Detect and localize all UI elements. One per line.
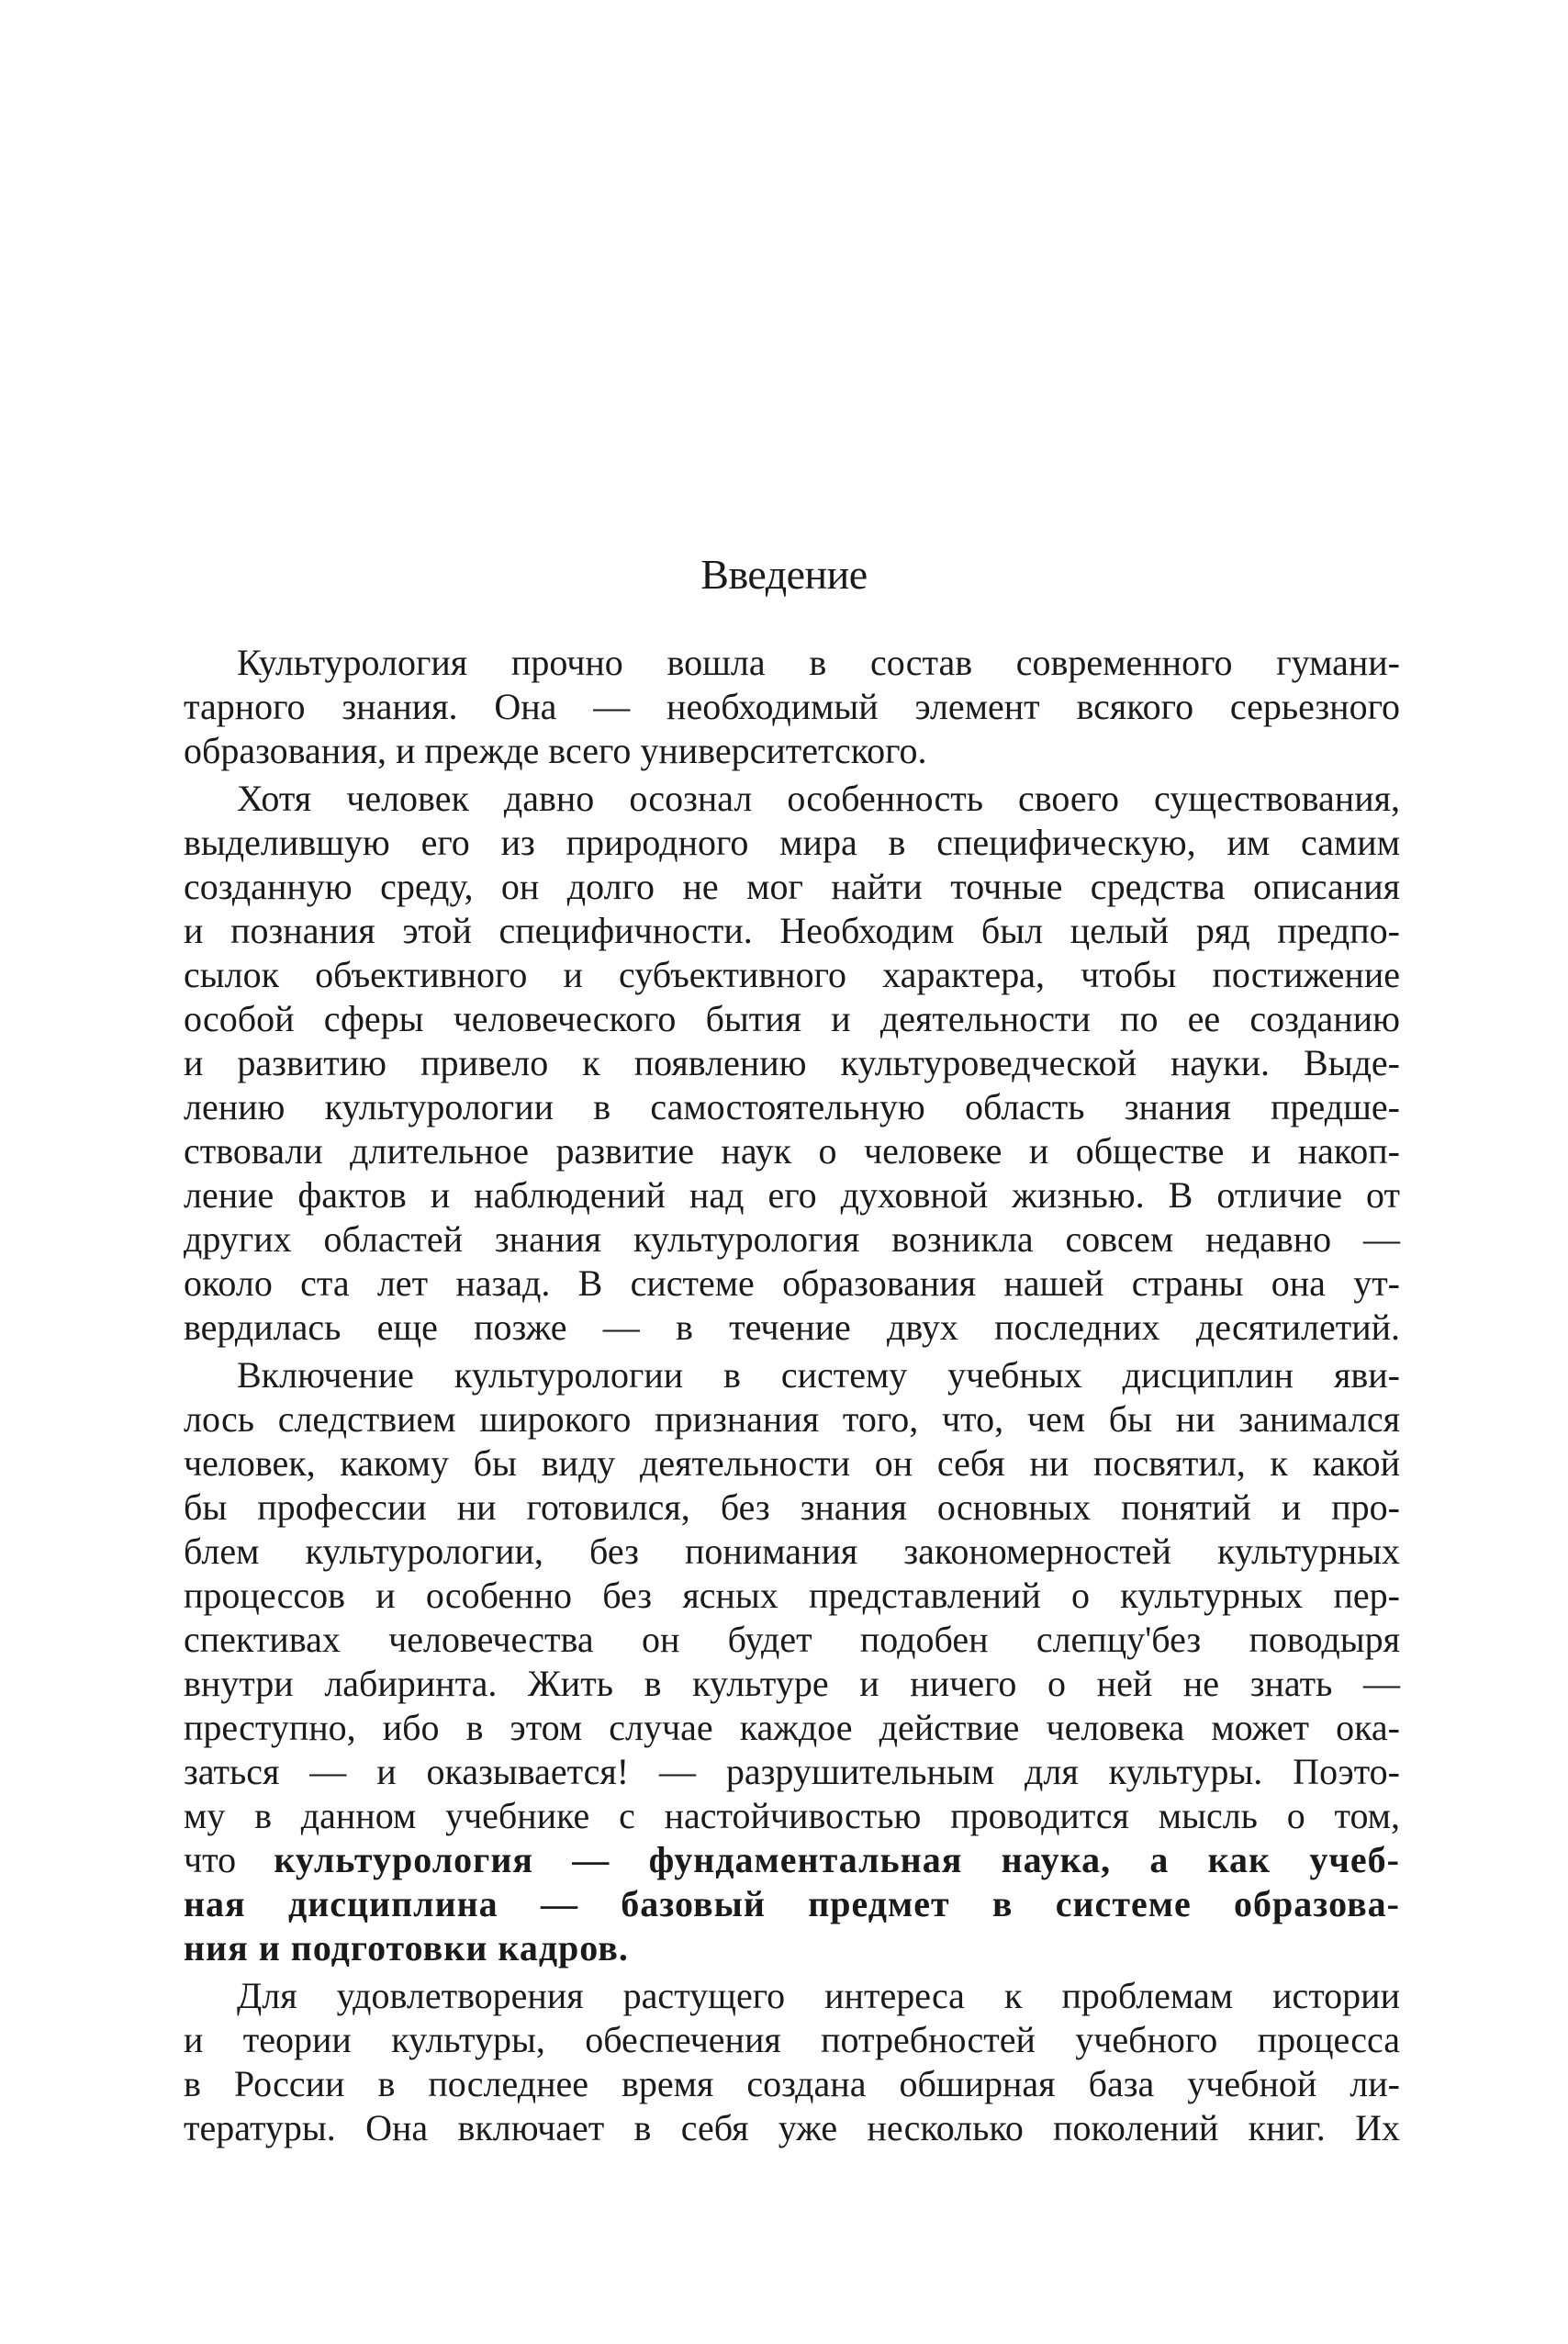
text-line: Культурология прочно вошла в состав современного гумани-	[237, 642, 1400, 683]
paragraph-4	[184, 1974, 1400, 2150]
paragraph-2	[184, 777, 1400, 1350]
text-line: тарного знания. Она — необходимый элемент всякого серьезного	[184, 686, 1400, 727]
text-line: бы профессии ни готовился, без знания основных понятий и про-	[184, 1486, 1400, 1528]
emphasis-line: ная дисциплина — базовый предмет в системе образова-	[184, 1883, 1400, 1924]
text-line: спективах человечества он будет подобен слепцу'без поводыря	[184, 1619, 1400, 1660]
text-line: в России в последнее время создана обширная база учебной ли-	[184, 2063, 1400, 2104]
text-line: образования, и прежде всего университетского.	[184, 730, 927, 771]
text-line-mixed	[184, 1838, 1400, 1882]
text-line: около ста лет назад. В системе образования нашей страны она ут-	[184, 1262, 1400, 1304]
text-line: заться — и оказывается! — разрушительным для культуры. Поэто-	[184, 1751, 1400, 1792]
text-line: процессов и особенно без ясных представлений о культурных пер-	[184, 1575, 1400, 1616]
text-line: и познания этой специфичности. Необходим был целый ряд предпо-	[184, 910, 1400, 951]
body-text	[184, 641, 1400, 2154]
text-line: созданную среду, он долго не мог найти точные средства описания	[184, 866, 1400, 907]
text-line: Для удовлетворения растущего интереса к проблемам истории	[237, 1975, 1400, 2016]
text-line: Включение культурологии в систему учебных дисциплин яви-	[237, 1354, 1400, 1396]
text-line: и теории культуры, обеспечения потребностей учебного процесса	[184, 2019, 1400, 2060]
text-line: преступно, ибо в этом случае каждое действие человека может ока-	[184, 1707, 1400, 1748]
text-fragment: что	[184, 1839, 274, 1880]
text-line: и развитию привело к появлению культуроведческой науки. Выде-	[184, 1042, 1400, 1083]
text-line: особой сферы человеческого бытия и деятельности по ее созданию	[184, 998, 1400, 1039]
text-line: внутри лабиринта. Жить в культуре и ничего о ней не знать —	[184, 1663, 1400, 1704]
text-line: выделившую его из природного мира в специфическую, им самим	[184, 822, 1400, 863]
text-line: ствовали длительное развитие наук о человеке и обществе и накоп-	[184, 1130, 1400, 1172]
text-line: человек, какому бы виду деятельности он себя ни посвятил, к какой	[184, 1442, 1400, 1484]
text-line: блем культурологии, без понимания закономерностей культурных	[184, 1531, 1400, 1572]
text-line: вердилась еще позже — в течение двух последних десятилетий.	[184, 1307, 1400, 1348]
text-line: тературы. Она включает в себя уже несколько поколений книг. Их	[184, 2107, 1400, 2148]
text-line: лению культурологии в самостоятельную область знания предше-	[184, 1086, 1400, 1127]
text-line: сылок объективного и субъективного характера, чтобы постижение	[184, 954, 1400, 995]
text-line: других областей знания культурология возникла совсем недавно —	[184, 1218, 1400, 1260]
text-line: лось следствием широкого признания того, что, чем бы ни занимался	[184, 1398, 1400, 1440]
text-line: ление фактов и наблюдений над его духовной жизнью. В отличие от	[184, 1174, 1400, 1216]
page-title: Введение	[700, 551, 868, 598]
text-line: Хотя человек давно осознал особенность своего существования,	[237, 778, 1400, 819]
emphasis-line: ния и подготовки кадров.	[184, 1927, 629, 1968]
emphasis-text: культурология — фундаментальная наука, а как учеб-	[274, 1839, 1400, 1880]
paragraph-3	[184, 1353, 1400, 1970]
paragraph-1	[184, 641, 1400, 773]
text-line: му в данном учебнике с настойчивостью проводится мысль о том,	[184, 1795, 1400, 1836]
